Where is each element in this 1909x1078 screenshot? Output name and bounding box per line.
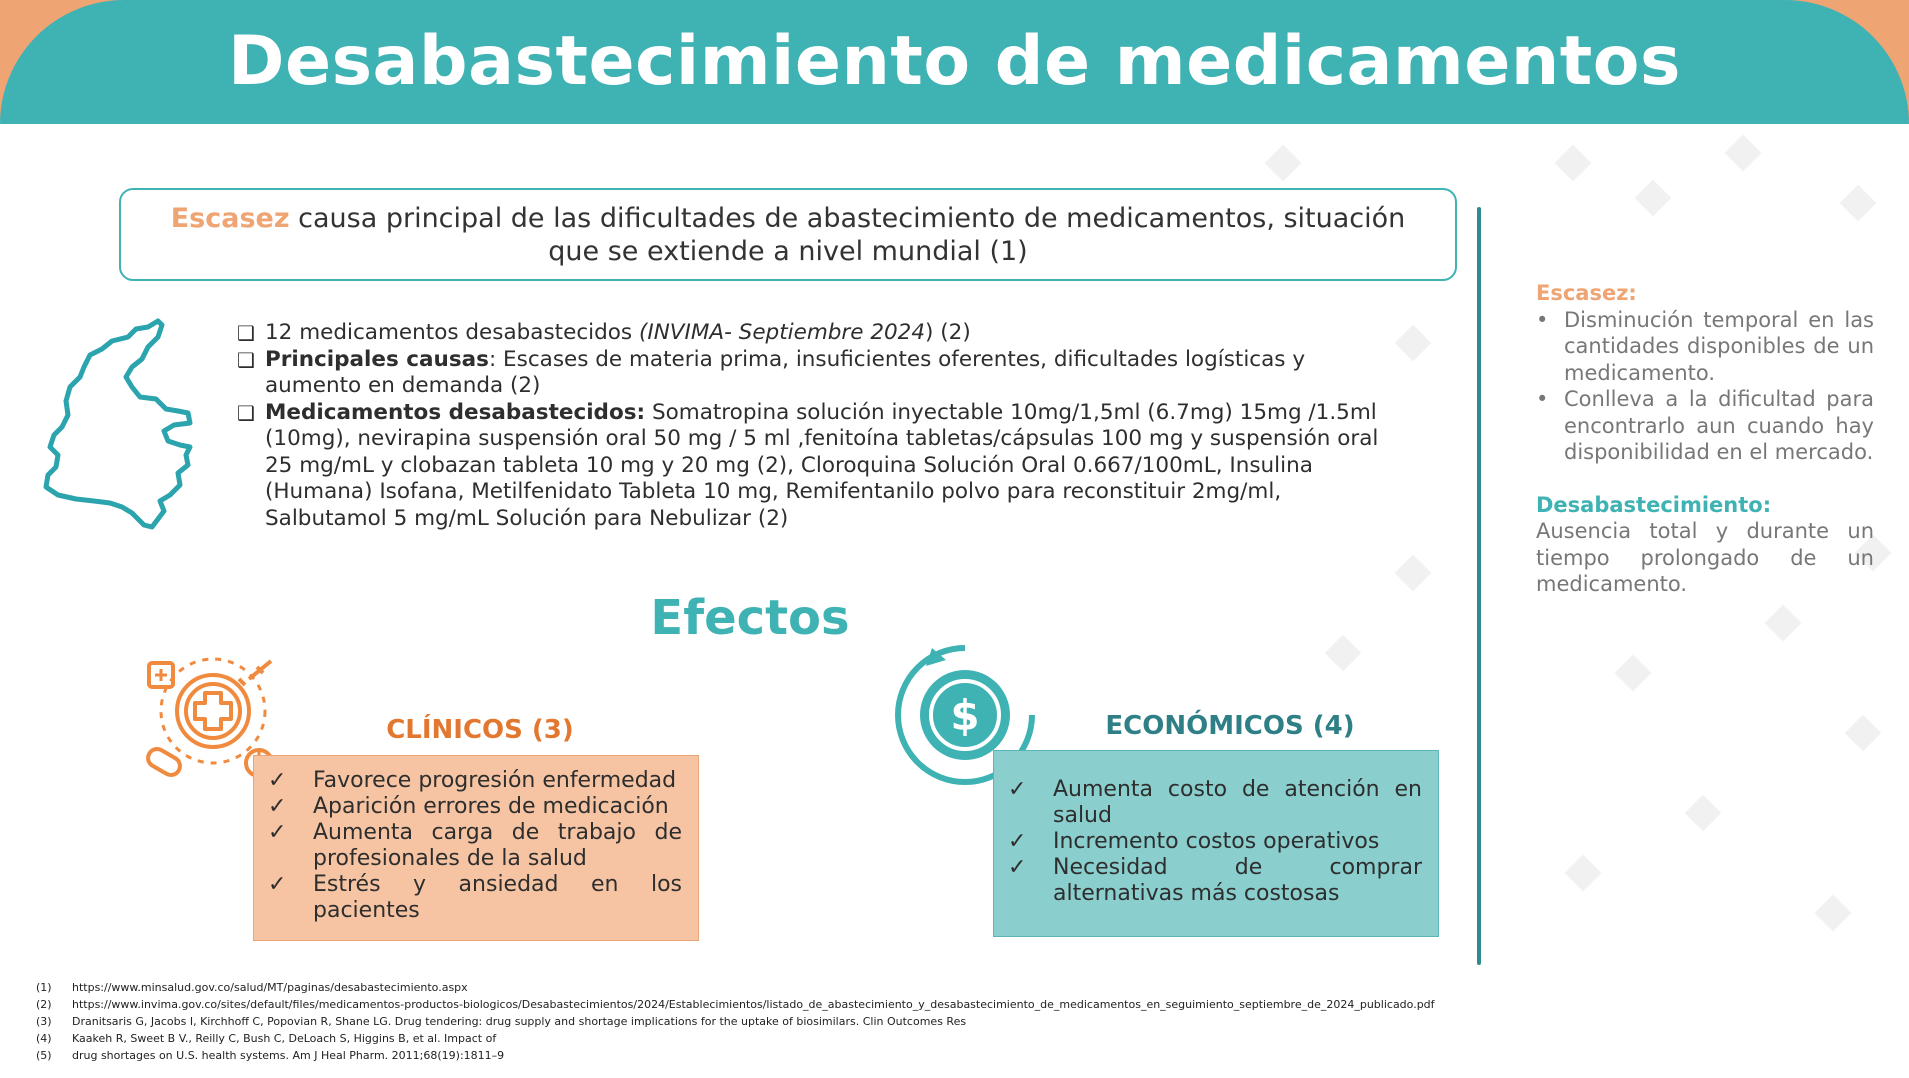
escasez-item: Conlleva a la dificultad para encontrarlo aun cuando hay disponibilidad en el mercado.	[1564, 387, 1874, 464]
economicos-title: ECONÓMICOS (4)	[1105, 711, 1355, 741]
clinico-item: Aparición errores de medicación	[313, 794, 669, 819]
reference-item	[36, 1030, 1435, 1047]
reference-text: drug shortages on U.S. health systems. Am J Heal Pharm. 2011;68(19):1811–9	[72, 1049, 505, 1062]
check-icon: ✓	[268, 820, 287, 845]
clinico-item: Estrés y ansiedad en los pacientes	[313, 872, 682, 923]
reference-item	[36, 996, 1435, 1013]
colombia-map-icon	[40, 315, 200, 530]
bullet-bold: Principales causas	[265, 346, 489, 372]
bullet-dot-icon: •	[1536, 387, 1549, 411]
economico-item: Aumenta costo de atención en salud	[1053, 777, 1422, 828]
clinico-item: Aumenta carga de trabajo de profesionales de la salud	[313, 820, 682, 871]
list-item	[268, 872, 682, 924]
reference-number: (1)	[36, 981, 52, 994]
intro-line2: que se extiende a nivel mundial (1)	[548, 236, 1028, 267]
list-item	[237, 400, 1397, 533]
checkbox-square-icon: ❑	[237, 321, 255, 345]
list-item	[268, 794, 682, 820]
check-icon: ✓	[268, 872, 287, 897]
check-icon: ✓	[1008, 855, 1027, 880]
clinicos-title: CLÍNICOS (3)	[386, 715, 574, 745]
check-icon: ✓	[268, 794, 287, 819]
header-banner	[0, 0, 1909, 124]
reference-item	[36, 979, 1435, 996]
checkbox-square-icon: ❑	[237, 347, 255, 372]
list-item	[268, 768, 682, 794]
efectos-heading: Efectos	[650, 590, 850, 646]
reference-number: (3)	[36, 1015, 52, 1028]
bullet-italic: (INVIMA- Septiembre 2024	[638, 320, 926, 345]
check-icon: ✓	[1008, 829, 1027, 854]
reference-number: (4)	[36, 1032, 52, 1045]
economicos-box	[993, 750, 1439, 937]
list-item	[237, 347, 1397, 400]
clinico-item: Favorece progresión enfermedad	[313, 768, 677, 793]
list-item	[1536, 307, 1874, 387]
economico-item: Necesidad de comprar alternativas más costosas	[1053, 855, 1422, 906]
reference-text: Dranitsaris G, Jacobs I, Kirchhoff C, Popovian R, Shane LG. Drug tendering: drug supply and shortage implications for the uptake of biosimilars. Clin Outcomes Res	[72, 1015, 967, 1028]
checkbox-square-icon: ❑	[237, 400, 255, 425]
intro-highlight: Escasez	[170, 203, 290, 234]
escasez-item: Disminución temporal en las cantidades disponibles de un medicamento.	[1564, 307, 1874, 385]
reference-text: Kaakeh R, Sweet B V., Reilly C, Bush C, DeLoach S, Higgins B, et al. Impact of	[72, 1032, 497, 1045]
definitions-panel	[1536, 280, 1874, 598]
bullet-bold: Medicamentos desabastecidos:	[265, 399, 646, 425]
desabastecimiento-text: Ausencia total y durante un tiempo prolongado de un medicamento.	[1536, 519, 1874, 596]
economico-item: Incremento costos operativos	[1053, 829, 1380, 854]
bullet-list	[237, 320, 1397, 532]
intro-box	[119, 188, 1457, 281]
bullet-text: : Escases de materia prima, insuficientes oferentes, dificultades logísticas y aumento en demanda (2)	[265, 346, 1306, 398]
check-icon: ✓	[268, 768, 287, 793]
bullet-text: Somatropina solución inyectable 10mg/1,5ml (6.7mg) 15mg /1.5ml (10mg), nevirapina suspensión oral 50 mg / 5 ml ,fenitoína tabletas/cápsulas 100 mg y suspensión oral 25 mg/mL y clobazan tableta 10 mg y 20 mg (2), Cloroquina Solución Oral 0.667/100mL, Insulina (Humana) Isofana, Metilfenidato Tableta 10 mg, Remifentanilo polvo para reconstituir 2mg/ml, Salbutamol 5 mg/mL Solución para Nebulizar (2)	[265, 399, 1379, 531]
desabastecimiento-heading: Desabastecimiento:	[1536, 492, 1772, 517]
bullet-tail: ) (2)	[925, 320, 971, 345]
svg-text:$: $	[950, 691, 980, 740]
references	[36, 979, 1435, 1064]
intro-line1: causa principal de las dificultades de abastecimiento de medicamentos, situación	[289, 203, 1406, 234]
bullet-text: 12 medicamentos desabastecidos	[265, 320, 639, 345]
reference-text: https://www.invima.gov.co/sites/default/files/medicamentos-productos-biologicos/Desabastecimientos/2024/Establecimientos/listado_de_abastecimiento_y_desabastecimiento_de_medicamentos_en_seguimiento_septiembre_de_2024_publicado.pdf	[72, 998, 1435, 1011]
bullet-dot-icon: •	[1536, 307, 1549, 332]
reference-item	[36, 1013, 1435, 1030]
list-item	[1008, 777, 1422, 829]
escasez-heading: Escasez:	[1536, 281, 1637, 305]
list-item	[1008, 829, 1422, 855]
list-item	[1536, 386, 1874, 466]
list-item	[268, 820, 682, 872]
reference-item	[36, 1047, 1435, 1064]
list-item	[237, 320, 1397, 347]
reference-text: https://www.minsalud.gov.co/salud/MT/paginas/desabastecimiento.aspx	[72, 981, 468, 994]
page-title: Desabastecimiento de medicamentos	[228, 21, 1681, 101]
vertical-divider	[1477, 207, 1481, 965]
clinicos-box	[253, 755, 699, 941]
reference-number: (5)	[36, 1049, 52, 1062]
check-icon: ✓	[1008, 777, 1027, 802]
list-item	[1008, 855, 1422, 907]
reference-number: (2)	[36, 998, 52, 1011]
escasez-list	[1536, 307, 1874, 466]
